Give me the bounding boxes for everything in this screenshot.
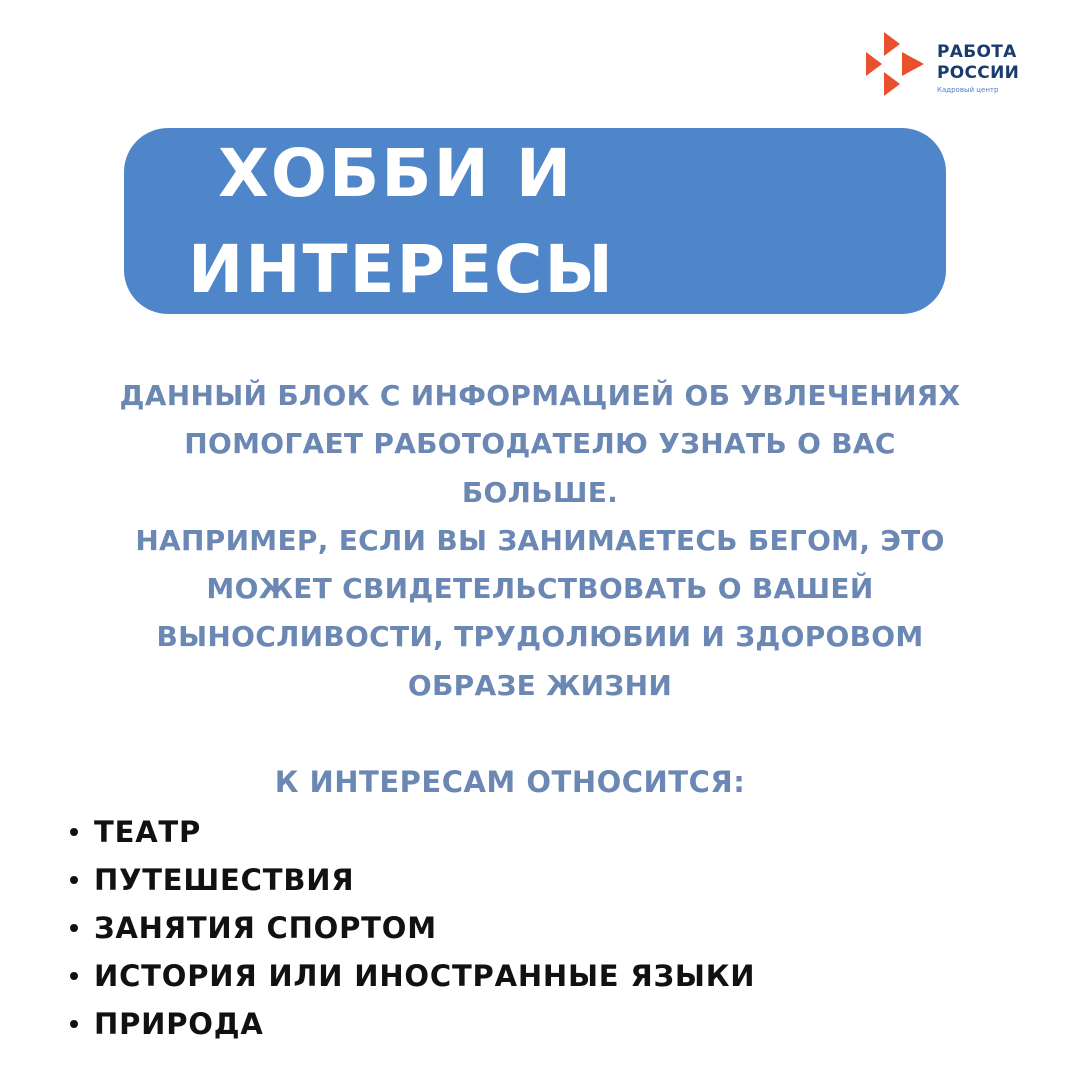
description-line: ПОМОГАЕТ РАБОТОДАТЕЛЮ УЗНАТЬ О ВАС (184, 427, 896, 461)
list-item (70, 1000, 755, 1048)
arrows-logo-icon (864, 30, 928, 98)
description-line: МОЖЕТ СВИДЕТЕЛЬСТВОВАТЬ О ВАШЕЙ (206, 572, 874, 606)
list-item-label: ЗАНЯТИЯ СПОРТОМ (94, 911, 437, 945)
list-item-label: ТЕАТР (94, 815, 202, 849)
description (0, 372, 1080, 710)
list-item (70, 808, 755, 856)
bullet-icon (70, 876, 78, 884)
logo-subtitle: Кадровый центр (937, 86, 999, 94)
logo-line-1: РАБОТА (937, 42, 1017, 62)
description-line: ВЫНОСЛИВОСТИ, ТРУДОЛЮБИИ И ЗДОРОВОМ (156, 620, 924, 654)
list-item (70, 904, 755, 952)
list-item-label: ПУТЕШЕСТВИЯ (94, 863, 355, 897)
logo-line-2: РОССИИ (937, 63, 1020, 83)
description-line: БОЛЬШЕ. (461, 475, 619, 509)
interests-list (70, 808, 755, 1048)
page-title-line-1: ХОББИ И (218, 135, 574, 212)
page-title-line-2: ИНТЕРЕСЫ (188, 231, 615, 308)
description-line: НАПРИМЕР, ЕСЛИ ВЫ ЗАНИМАЕТЕСЬ БЕГОМ, ЭТО (135, 523, 945, 557)
logo (864, 30, 1044, 100)
list-item-label: ПРИРОДА (94, 1007, 264, 1041)
list-item (70, 952, 755, 1000)
bullet-icon (70, 1020, 78, 1028)
bullet-icon (70, 828, 78, 836)
description-line: ДАННЫЙ БЛОК С ИНФОРМАЦИЕЙ ОБ УВЛЕЧЕНИЯХ (119, 379, 961, 412)
description-line: ОБРАЗЕ ЖИЗНИ (407, 668, 673, 702)
list-item-label: ИСТОРИЯ ИЛИ ИНОСТРАННЫЕ ЯЗЫКИ (94, 959, 756, 993)
bullet-icon (70, 924, 78, 932)
list-item (70, 856, 755, 904)
interests-heading: К ИНТЕРЕСАМ ОТНОСИТСЯ: (274, 765, 746, 799)
bullet-icon (70, 972, 78, 980)
